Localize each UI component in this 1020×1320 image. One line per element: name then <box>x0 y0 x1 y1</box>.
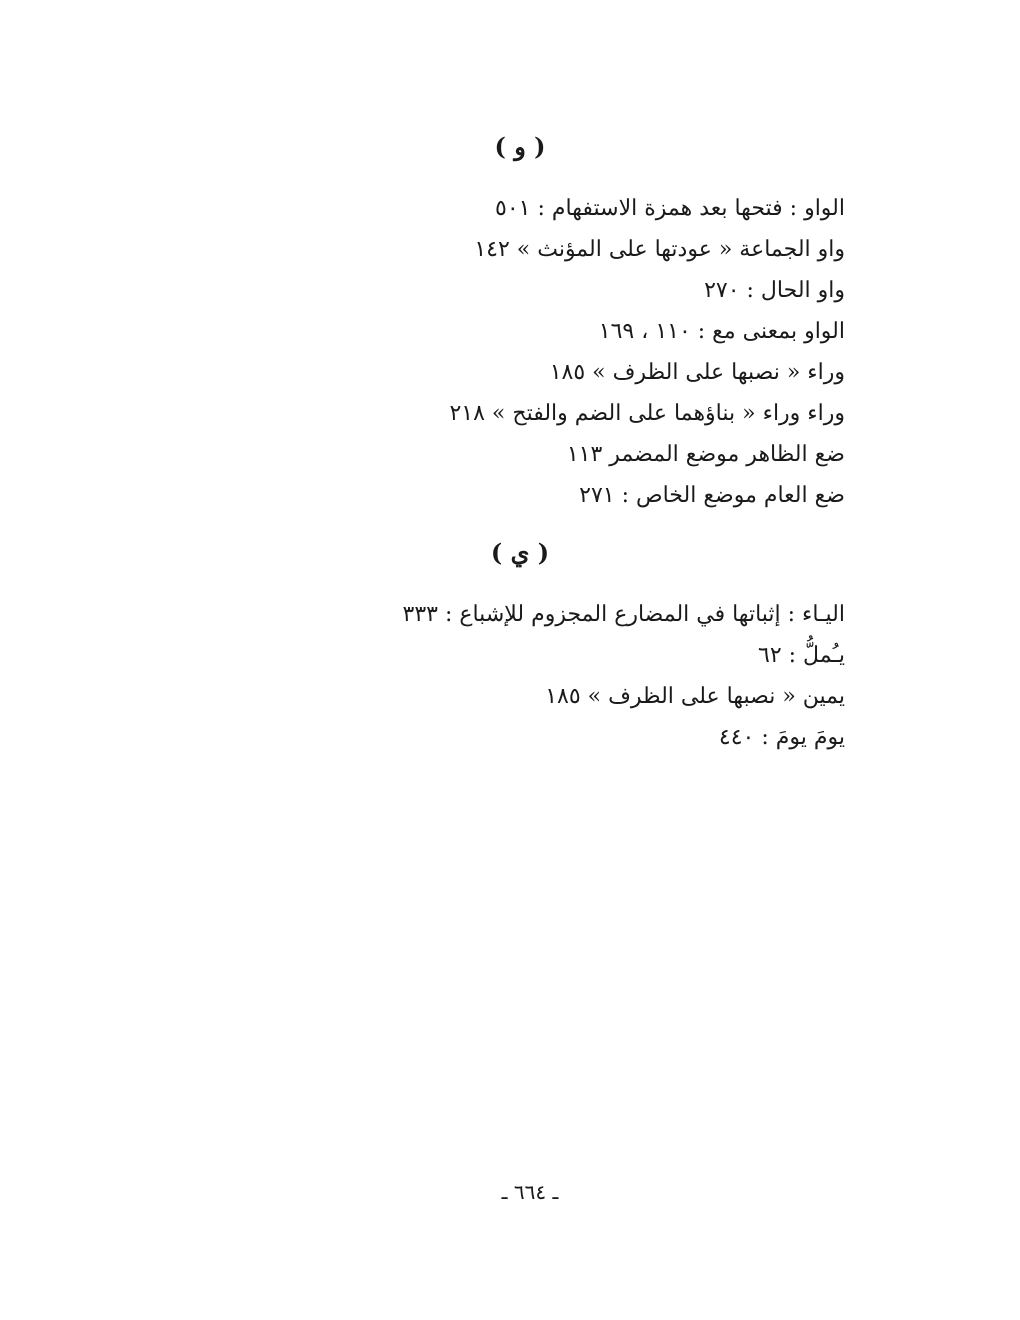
index-entry: وراء وراء « بناؤهما على الضم والفتح » ٢١٨ <box>449 401 845 426</box>
index-entry: يـُملُّ : ٦٢ <box>758 643 845 668</box>
index-entry: اليـاء : إثباتها في المضارع المجزوم للإشباع : ٣٣٣ <box>402 602 845 627</box>
index-entry: وراء « نصبها على الظرف » ١٨٥ <box>549 360 845 385</box>
page-number: ـ ٦٦٤ ـ <box>501 1180 559 1204</box>
index-entry: ضع الظاهر موضع المضمر ١١٣ <box>566 442 845 467</box>
index-entry: الواو : فتحها بعد همزة الاستفهام : ٥٠١ <box>495 196 845 221</box>
index-entry: يمين « نصبها على الظرف » ١٨٥ <box>545 684 845 709</box>
index-entry: يومَ يومَ : ٤٤٠ <box>718 725 845 750</box>
index-list-ya <box>365 594 845 758</box>
index-entry: الواو بمعنى مع : ١١٠ ، ١٦٩ <box>598 319 845 344</box>
section-heading-waw: ( و ) <box>494 132 546 161</box>
section-heading-ya: ( ي ) <box>490 538 550 567</box>
index-entry: واو الحال : ٢٧٠ <box>704 278 845 303</box>
index-list-waw <box>365 188 845 516</box>
index-entry: واو الجماعة « عودتها على المؤنث » ١٤٢ <box>474 237 845 262</box>
index-entry: ضع العام موضع الخاص : ٢٧١ <box>579 483 845 508</box>
